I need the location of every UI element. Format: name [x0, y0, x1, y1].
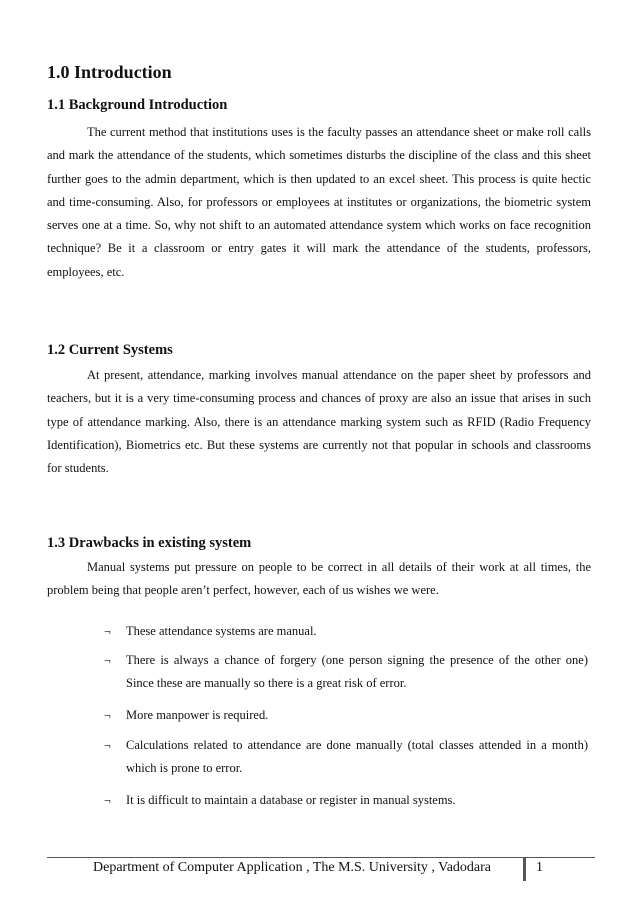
- bullet-icon: ¬: [104, 738, 111, 752]
- bullet-icon: ¬: [104, 793, 111, 807]
- list-item: [104, 704, 588, 727]
- section-heading-background: 1.1 Background Introduction: [47, 97, 228, 113]
- section-heading-current-systems: 1.2 Current Systems: [47, 342, 173, 358]
- paragraph-background: The current method that institutions uses is the faculty passes an attendance sheet or make roll calls and mark the attendance of the students, which sometimes disturbs the discipline of the class and this sheet further goes to the admin department, which is then updated to an excel sheet. This process is quite hectic and time-consuming. Also, for professors or employees at institutes or organizations, the biometric system serves one at a time. So, why not shift to an automated attendance system which works on face recognition technique? Be it a classroom or entry gates it will mark the attendance of the students, professors, employees, etc.: [47, 125, 591, 279]
- paragraph-current-systems: At present, attendance, marking involves manual attendance on the paper sheet by professors and teachers, but it is a very time-consuming process and chances of proxy are also an issue that arises in such type of attendance marking. Also, there is an attendance marking system such as RFID (Radio Frequency Identification), Biometrics etc. But these systems are currently not that popular in schools and classrooms for students.: [47, 368, 591, 476]
- list-item-text: These attendance systems are manual.: [126, 624, 317, 638]
- list-item: [104, 734, 588, 781]
- chapter-heading: 1.0 Introduction: [47, 62, 172, 82]
- bullet-icon: ¬: [104, 653, 111, 667]
- list-item-text: More manpower is required.: [126, 708, 269, 722]
- list-item: [104, 620, 588, 643]
- section-heading-drawbacks: 1.3 Drawbacks in existing system: [47, 535, 252, 551]
- footer-separator: [523, 857, 526, 881]
- list-item-text: It is difficult to maintain a database or register in manual systems.: [126, 793, 456, 807]
- list-item-text: There is always a chance of forgery (one person signing the presence of the other one) Since these are manually so there is a great risk of error.: [126, 653, 588, 691]
- paragraph-drawbacks: Manual systems put pressure on people to be correct in all details of their work at all times, the problem being that people aren’t perfect, however, each of us wishes we were.: [47, 560, 591, 598]
- list-item-text: Calculations related to attendance are done manually (total classes attended in a month) which is prone to error.: [126, 738, 588, 776]
- bullet-icon: ¬: [104, 624, 111, 638]
- footer-divider: [47, 857, 595, 858]
- bullet-icon: ¬: [104, 708, 111, 722]
- list-item: [104, 649, 588, 696]
- footer-department: Department of Computer Application , The M.S. University , Vadodara: [93, 860, 492, 875]
- page-number: 1: [536, 860, 543, 875]
- list-item: [104, 789, 588, 812]
